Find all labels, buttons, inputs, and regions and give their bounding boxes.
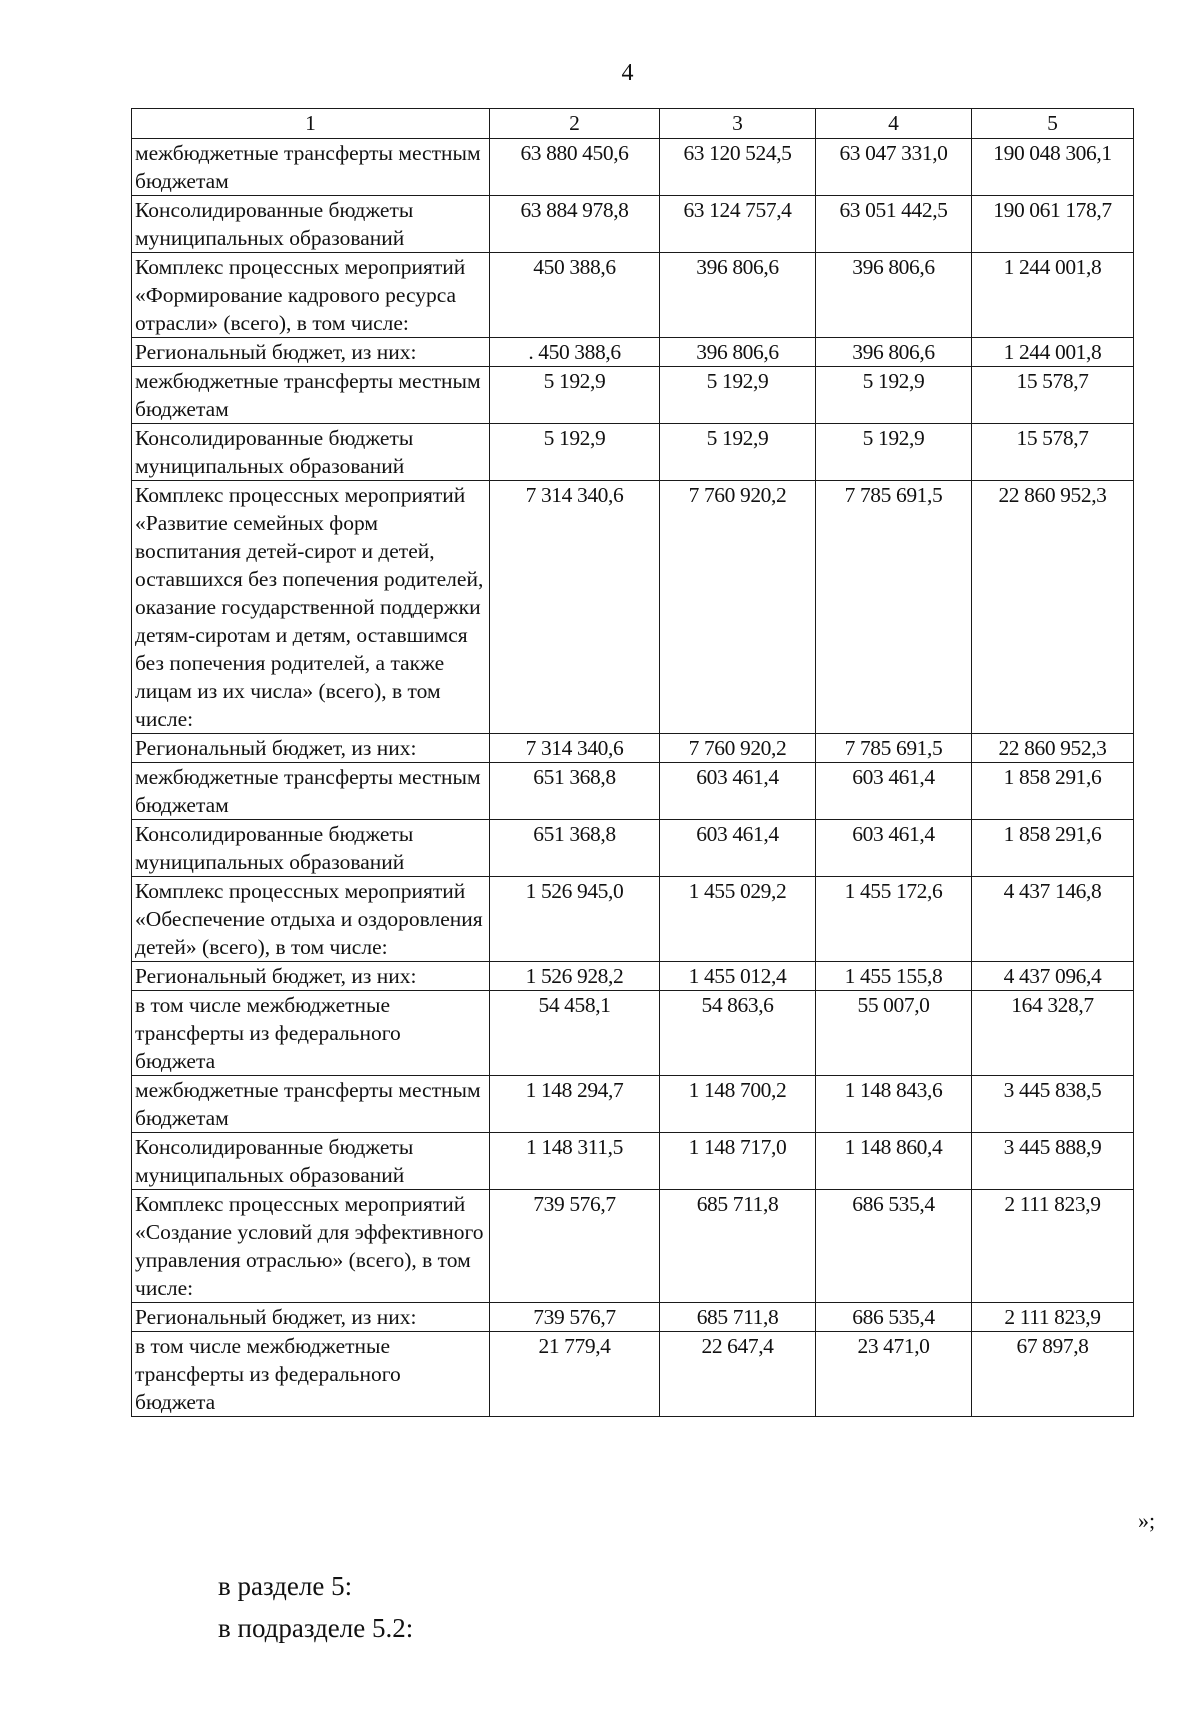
row-name-cell: межбюджетные трансферты местным бюджетам <box>132 1076 490 1133</box>
value-cell: 3 445 838,5 <box>972 1076 1134 1133</box>
table-row <box>132 1133 1134 1190</box>
budget-table-body <box>132 109 1134 1417</box>
row-name-cell: Региональный бюджет, из них: <box>132 1303 490 1332</box>
value-cell: 22 647,4 <box>660 1332 816 1417</box>
value-cell: 63 124 757,4 <box>660 196 816 253</box>
value-cell: 7 785 691,5 <box>816 481 972 734</box>
table-row <box>132 196 1134 253</box>
table-row <box>132 877 1134 962</box>
value-cell: 1 455 155,8 <box>816 962 972 991</box>
table-row <box>132 820 1134 877</box>
value-cell: 7 760 920,2 <box>660 481 816 734</box>
value-cell: 1 244 001,8 <box>972 338 1134 367</box>
value-cell: 685 711,8 <box>660 1190 816 1303</box>
value-cell: . 450 388,6 <box>490 338 660 367</box>
value-cell: 7 314 340,6 <box>490 734 660 763</box>
value-cell: 63 880 450,6 <box>490 139 660 196</box>
table-row <box>132 139 1134 196</box>
row-name-cell: Комплекс процессных мероприятий «Развитие семейных форм воспитания детей-сирот и детей, оставшихся без попечения родителей, оказание государственной поддержки детям-сиротам и детям, оставшимся без попечения родителей, а также лицам из их числа» (всего), в том числе: <box>132 481 490 734</box>
value-cell: 603 461,4 <box>816 820 972 877</box>
value-cell: 739 576,7 <box>490 1190 660 1303</box>
value-cell: 63 120 524,5 <box>660 139 816 196</box>
value-cell: 5 192,9 <box>660 424 816 481</box>
table-row <box>132 763 1134 820</box>
value-cell: 63 047 331,0 <box>816 139 972 196</box>
value-cell: 21 779,4 <box>490 1332 660 1417</box>
table-row <box>132 1303 1134 1332</box>
row-name-cell: Консолидированные бюджеты муниципальных образований <box>132 424 490 481</box>
value-cell: 15 578,7 <box>972 367 1134 424</box>
value-cell: 15 578,7 <box>972 424 1134 481</box>
value-cell: 396 806,6 <box>816 338 972 367</box>
value-cell: 5 192,9 <box>490 424 660 481</box>
value-cell: 4 437 146,8 <box>972 877 1134 962</box>
table-row <box>132 253 1134 338</box>
value-cell: 1 148 717,0 <box>660 1133 816 1190</box>
value-cell: 1 858 291,6 <box>972 820 1134 877</box>
value-cell: 1 148 860,4 <box>816 1133 972 1190</box>
value-cell: 190 061 178,7 <box>972 196 1134 253</box>
row-name-cell: Консолидированные бюджеты муниципальных образований <box>132 820 490 877</box>
budget-table <box>131 108 1134 1417</box>
value-cell: 7 760 920,2 <box>660 734 816 763</box>
row-name-cell: в том числе межбюджетные трансферты из федерального бюджета <box>132 991 490 1076</box>
value-cell: 2 111 823,9 <box>972 1303 1134 1332</box>
header-cell: 1 <box>132 109 490 139</box>
value-cell: 603 461,4 <box>660 820 816 877</box>
value-cell: 7 785 691,5 <box>816 734 972 763</box>
value-cell: 67 897,8 <box>972 1332 1134 1417</box>
row-name-cell: межбюджетные трансферты местным бюджетам <box>132 139 490 196</box>
table-row <box>132 424 1134 481</box>
row-name-cell: Региональный бюджет, из них: <box>132 734 490 763</box>
value-cell: 190 048 306,1 <box>972 139 1134 196</box>
table-row <box>132 1076 1134 1133</box>
page-number: 4 <box>621 60 634 86</box>
value-cell: 5 192,9 <box>660 367 816 424</box>
value-cell: 1 455 029,2 <box>660 877 816 962</box>
table-row <box>132 367 1134 424</box>
value-cell: 7 314 340,6 <box>490 481 660 734</box>
value-cell: 1 526 945,0 <box>490 877 660 962</box>
value-cell: 164 328,7 <box>972 991 1134 1076</box>
value-cell: 1 858 291,6 <box>972 763 1134 820</box>
value-cell: 1 148 843,6 <box>816 1076 972 1133</box>
value-cell: 1 244 001,8 <box>972 253 1134 338</box>
table-row <box>132 962 1134 991</box>
row-name-cell: Комплекс процессных мероприятий «Обеспечение отдыха и оздоровления детей» (всего), в том числе: <box>132 877 490 962</box>
value-cell: 739 576,7 <box>490 1303 660 1332</box>
row-name-cell: межбюджетные трансферты местным бюджетам <box>132 763 490 820</box>
subsection-line: в подразделе 5.2: <box>218 1613 414 1643</box>
row-name-cell: Региональный бюджет, из них: <box>132 338 490 367</box>
value-cell: 686 535,4 <box>816 1190 972 1303</box>
value-cell: 396 806,6 <box>660 253 816 338</box>
value-cell: 685 711,8 <box>660 1303 816 1332</box>
header-cell: 3 <box>660 109 816 139</box>
value-cell: 23 471,0 <box>816 1332 972 1417</box>
table-row <box>132 1190 1134 1303</box>
value-cell: 1 148 700,2 <box>660 1076 816 1133</box>
value-cell: 1 455 172,6 <box>816 877 972 962</box>
value-cell: 54 458,1 <box>490 991 660 1076</box>
value-cell: 54 863,6 <box>660 991 816 1076</box>
value-cell: 63 051 442,5 <box>816 196 972 253</box>
value-cell: 603 461,4 <box>660 763 816 820</box>
value-cell: 603 461,4 <box>816 763 972 820</box>
row-name-cell: Комплекс процессных мероприятий «Создание условий для эффективного управления отраслью» (всего), в том числе: <box>132 1190 490 1303</box>
table-row <box>132 481 1134 734</box>
table-row <box>132 991 1134 1076</box>
row-name-cell: Консолидированные бюджеты муниципальных образований <box>132 1133 490 1190</box>
value-cell: 22 860 952,3 <box>972 734 1134 763</box>
value-cell: 686 535,4 <box>816 1303 972 1332</box>
value-cell: 1 148 294,7 <box>490 1076 660 1133</box>
value-cell: 1 455 012,4 <box>660 962 816 991</box>
value-cell: 63 884 978,8 <box>490 196 660 253</box>
header-cell: 5 <box>972 109 1134 139</box>
value-cell: 450 388,6 <box>490 253 660 338</box>
value-cell: 55 007,0 <box>816 991 972 1076</box>
value-cell: 5 192,9 <box>816 424 972 481</box>
value-cell: 5 192,9 <box>490 367 660 424</box>
value-cell: 22 860 952,3 <box>972 481 1134 734</box>
row-name-cell: межбюджетные трансферты местным бюджетам <box>132 367 490 424</box>
section-line: в разделе 5: <box>218 1571 353 1601</box>
value-cell: 651 368,8 <box>490 763 660 820</box>
closing-quote: »; <box>1138 1508 1156 1533</box>
table-row <box>132 1332 1134 1417</box>
value-cell: 396 806,6 <box>660 338 816 367</box>
table-header-row <box>132 109 1134 139</box>
row-name-cell: Комплекс процессных мероприятий «Формирование кадрового ресурса отрасли» (всего), в том числе: <box>132 253 490 338</box>
value-cell: 3 445 888,9 <box>972 1133 1134 1190</box>
table-row <box>132 338 1134 367</box>
table-row <box>132 734 1134 763</box>
value-cell: 4 437 096,4 <box>972 962 1134 991</box>
value-cell: 5 192,9 <box>816 367 972 424</box>
header-cell: 2 <box>490 109 660 139</box>
value-cell: 1 526 928,2 <box>490 962 660 991</box>
row-name-cell: Консолидированные бюджеты муниципальных образований <box>132 196 490 253</box>
value-cell: 1 148 311,5 <box>490 1133 660 1190</box>
value-cell: 651 368,8 <box>490 820 660 877</box>
value-cell: 2 111 823,9 <box>972 1190 1134 1303</box>
row-name-cell: в том числе межбюджетные трансферты из федерального бюджета <box>132 1332 490 1417</box>
value-cell: 396 806,6 <box>816 253 972 338</box>
header-cell: 4 <box>816 109 972 139</box>
row-name-cell: Региональный бюджет, из них: <box>132 962 490 991</box>
